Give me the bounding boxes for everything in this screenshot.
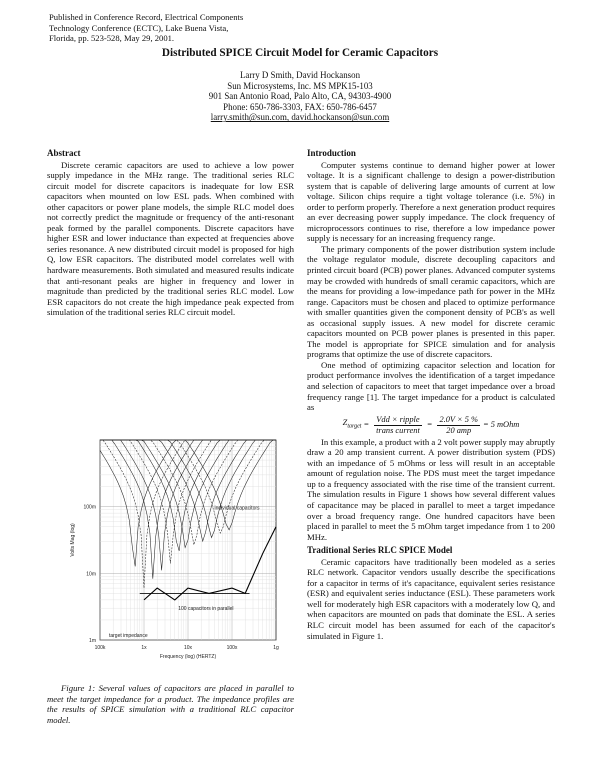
annotation-individual-capacitors: individual capacitors	[214, 505, 260, 512]
intro-paragraph: Computer systems continue to demand higher power at lower voltage. It is a significant challenge to design a power-distribution system that is capable of delivering large amounts of current at low voltage. Silicon chips require a tight voltage tolerance (i.e. 5%) in order to perform properly. Therefore a next generation product requires an ever decreasing power supply impedance. The clock frequency of microprocessors continues to rise, therefore a low impedance power supply is necessary for an increasing frequency range.	[307, 159, 555, 244]
eq-fraction-1: $\frac{\text{Vdd × ripple}}{\text{trans current}}$	[376, 414, 420, 435]
target-impedance-equation: $Z_{target}$ = $\frac{\text{Vdd × ripple}}{\text{trans current}}$ = $\frac{2.0V \times 5 \%}{\text{20 amp}}$ = 5 mOhm	[342, 414, 520, 435]
figure-caption: Figure 1: Several values of capacitors are placed in parallel to meet the target impedance for a product. The impedance profiles are the results of SPICE simulation with a traditional RLC capacitor model.	[47, 683, 294, 725]
x-tick-label: 10x	[183, 645, 193, 651]
left-column	[47, 148, 294, 318]
intro-paragraph: One method of optimizing capacitor selection and location for product performance involves the identification of a target impedance and selection of capacitors to meet that target impedance over a broad frequency range [1]. The target impedance for a product is calculated as	[307, 359, 555, 413]
x-tick-label: 100k	[94, 645, 106, 651]
intro-paragraph: In this example, a product with a 2 volt power supply may abruptly draw a 20 amp transient current. A power distribution system (PDS) with an impedance of 5 mOhms or less will result in an acceptable amount of regulation noise. The PDS must meet the target impedance up to a frequency associated with the rise time of the transient current. The simulation results in Figure 1 shows how several different values of capacitance may be placed in parallel to meet a target impedance over a broad frequency range. One hundred capacitors have been placed in parallel to meet the 5 mOhm target impedance from 1 to 200 MHz.	[307, 436, 555, 542]
header-line: Published in Conference Record, Electrical Components	[49, 12, 244, 22]
author-names: Larry D Smith, David Hockanson	[239, 70, 361, 80]
x-tick-label: 100x	[226, 645, 238, 651]
author-address: 901 San Antonio Road, Palo Alto, CA, 94303-4900	[208, 91, 392, 102]
paper-title: Distributed SPICE Circuit Model for Ceramic Capacitors	[161, 47, 439, 59]
parallel-capacitors-curve	[144, 527, 276, 600]
x-tick-label: 1g	[273, 645, 279, 651]
abstract-heading: Abstract	[47, 148, 81, 158]
introduction-heading: Introduction	[307, 148, 356, 158]
right-column	[307, 148, 555, 641]
y-axis-label: Volts Mag (log)	[70, 523, 76, 557]
author-block	[0, 70, 600, 123]
author-phone: Phone: 650-786-3303, FAX: 650-786-6457	[223, 101, 377, 112]
rlc-paragraph: Ceramic capacitors have traditionally been modeled as a series RLC network. Capacitor vendors usually describe the specifications for a capacitor in terms of it's capacitance, equivalent series resistance (ESR) and equivalent series inductance (ESL). These parameters work well for moderately high ESR capacitors with a moderately low Q, and when capacitors are mounted on pads that dominate the ESL. A series RLC circuit model has been assumed for each of the capacitor's simulated in Figure 1.	[307, 556, 555, 641]
eq-result: = 5 mOhm	[482, 419, 520, 429]
annotation-parallel-capacitors: 100 capacitors in parallel	[178, 606, 234, 613]
publication-header	[49, 12, 243, 44]
header-line: Florida, pp. 523-528, May 29, 2001.	[49, 33, 175, 44]
annotation-target-impedance: target impedance	[108, 633, 148, 640]
rlc-heading: Traditional Series RLC SPICE Model	[307, 545, 453, 556]
x-axis-label: Frequency (log) (HERTZ)	[159, 654, 217, 660]
eq-lhs: $Z_{target}$	[342, 418, 362, 430]
x-tick-label: 1x	[141, 645, 147, 651]
eq-fraction-2: $\frac{2.0V \times 5 \%}{\text{20 amp}}$	[439, 414, 478, 435]
abstract-text: Discrete ceramic capacitors are used to achieve a low power supply impedance in the MHz range. The traditional series RLC circuit model for discrete capacitors is inadequate for low ESR capacitors when mounted on low ESL pads. When combined with other capacitors or power plane models, the simple RLC model does not correctly predict the magnitude or frequency of the anti-resonant peak formed by the parallel components. Discrete capacitors have higher ESR and lower inductance than expected at frequencies above series resonance. A new distributed circuit model is proposed for high Q, low ESR capacitors. The distributed model correlates well with hardware measurements. Both simulated and measured results indicate that anti-resonant peaks are higher in frequency and lower in magnitude than predicted by the traditional series RLC model. Low ESR capacitors do not create the high impedance peak expected from simulation of the traditional series RLC circuit model.	[47, 159, 294, 318]
author-email-link[interactable]: larry.smith@sun.com, david.hockanson@sun.com	[210, 112, 390, 123]
y-tick-label: 1m	[89, 638, 96, 644]
author-org: Sun Microsystems, Inc. MS MPK15-103	[227, 80, 373, 91]
y-tick-label: 100m	[83, 504, 96, 511]
impedance-chart	[64, 428, 286, 668]
header-line: Technology Conference (ECTC), Lake Buena Vista,	[49, 22, 229, 33]
intro-paragraph: The primary components of the power distribution system include the voltage regulator module, discrete decoupling capacitors and printed circuit board (PCB) power planes. Advanced computer systems may be crowded with hundreds of small ceramic capacitors, which are the means for providing a low-impedance path for power in the MHz range. Capacitors must be chosen and placed to optimize performance with smaller quantities given the component density of PCB's as well as occasional supply issues. A new model for discrete ceramic capacitors mounted on PCB power planes is presented in this paper. The model is appropriate for SPICE simulation and for analysis programs that optimize the use of discrete capacitors.	[307, 243, 555, 360]
y-tick-label: 10m	[86, 571, 96, 578]
